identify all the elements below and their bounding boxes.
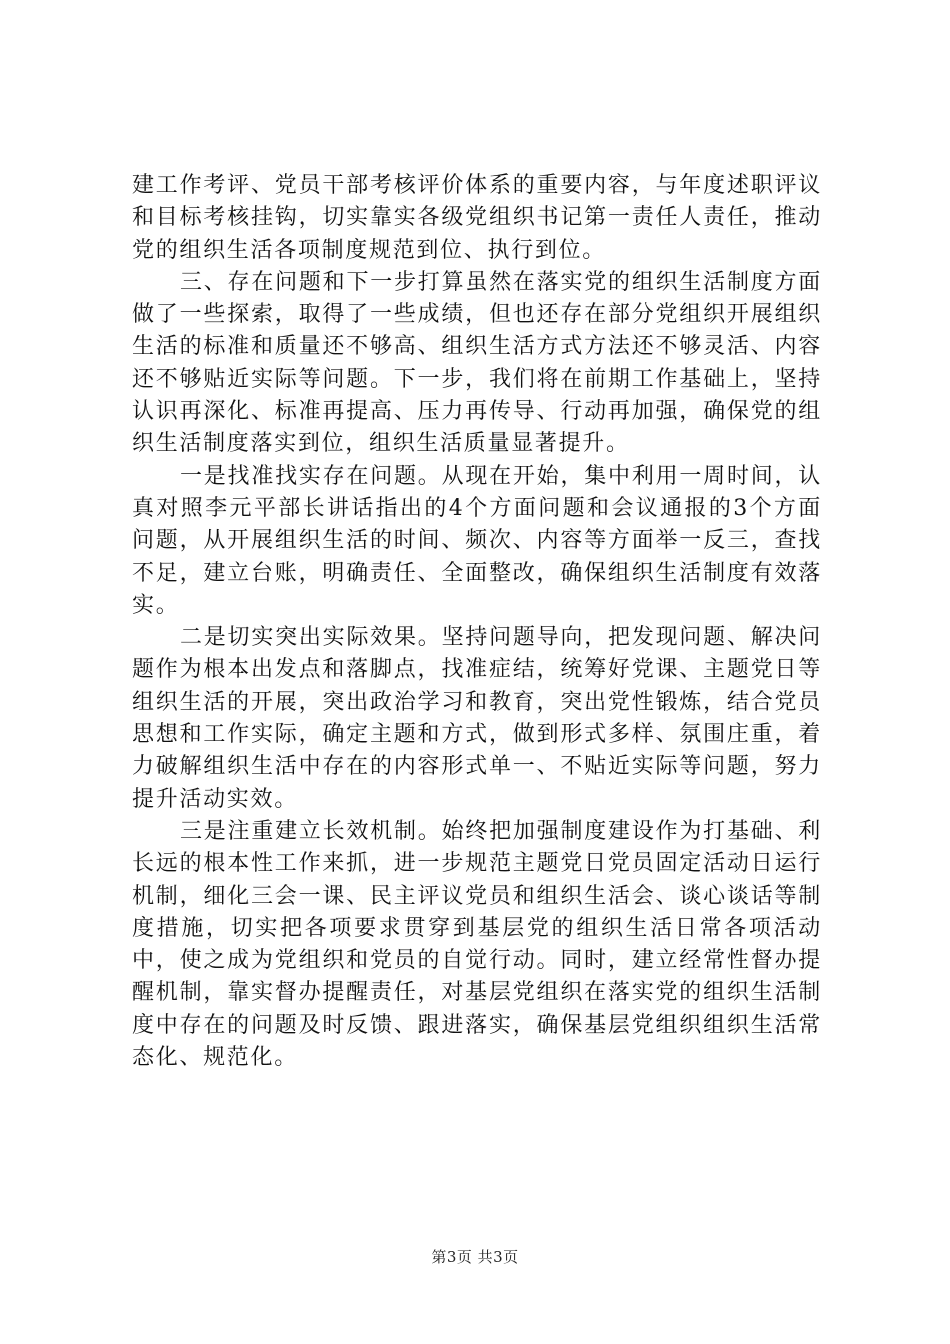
paragraph-point-three: 三是注重建立长效机制。始终把加强制度建设作为打基础、利长远的根本性工作来抓，进一步规范主题党日党员固定活动日运行机制，细化三会一课、民主评议党员和组织生活会、谈心谈话等制度措施，切实把各项要求贯穿到基层党的组织生活日常各项活动中，使之成为党组织和党员的自觉行动。同时，建立经常性督办提醒机制，靠实督办提醒责任，对基层党组织在落实党的组织生活制度中存在的问题及时反馈、跟进落实，确保基层党组织组织生活常态化、规范化。: [132, 818, 822, 1071]
paragraph-point-two: 二是切实突出实际效果。坚持问题导向，把发现问题、解决问题作为根本出发点和落脚点，找准症结，统筹好党课、主题党日等组织生活的开展，突出政治学习和教育，突出党性锻炼，结合党员思想和工作实际，确定主题和方式，做到形式多样、氛围庄重，着力破解组织生活中存在的内容形式单一、不贴近实际等问题，努力提升活动实效。: [132, 625, 822, 812]
paragraph-point-one: 一是找准找实存在问题。从现在开始，集中利用一周时间，认真对照李元平部长讲话指出的4个方面问题和会议通报的3个方面问题，从开展组织生活的时间、频次、内容等方面举一反三，查找不足，建立台账，明确责任、全面整改，确保组织生活制度有效落实。: [132, 463, 822, 618]
paragraph-section-three: 三、存在问题和下一步打算虽然在落实党的组织生活制度方面做了一些探索，取得了一些成绩，但也还存在部分党组织开展组织生活的标准和质量还不够高、组织生活方式方法还不够灵活、内容还不够贴近实际等问题。下一步，我们将在前期工作基础上，坚持认识再深化、标准再提高、压力再传导、行动再加强，确保党的组织生活制度落实到位，组织生活质量显著提升。: [132, 269, 822, 457]
document-body: [132, 170, 822, 1074]
paragraph-continuation: 建工作考评、党员干部考核评价体系的重要内容，与年度述职评议和目标考核挂钩，切实靠实各级党组织书记第一责任人责任，推动党的组织生活各项制度规范到位、执行到位。: [132, 173, 822, 263]
page-number-footer: 第3页 共3页: [431, 1248, 519, 1266]
